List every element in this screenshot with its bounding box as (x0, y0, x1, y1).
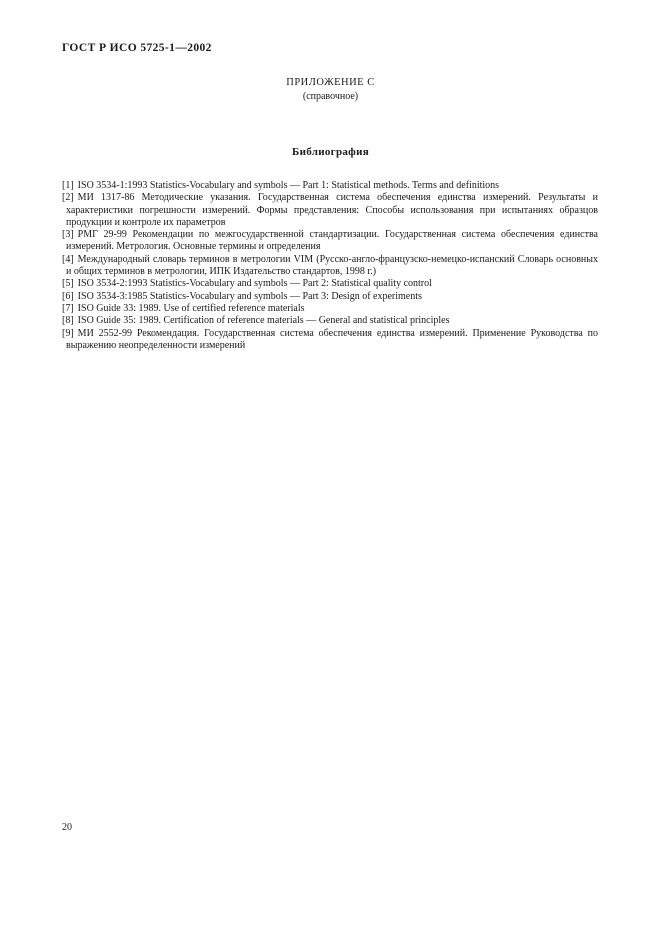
entry-text: РМГ 29-99 Рекомендации по межгосударственной стандартизации. Государственная система обеспечения единства измерений. Метрология. Основные термины и определения (66, 229, 598, 253)
entry-text: ISO Guide 33: 1989. Use of certified reference materials (77, 302, 305, 314)
bibliography-entry (62, 315, 598, 327)
page-number: 20 (62, 822, 72, 833)
entry-text: Международный словарь терминов в метрологии VIM (Русско-англо-французско-немецко-испанский Словарь основных и общих терминов в метрологии, ИПК Издательство стандартов, 1998 г.) (66, 253, 598, 278)
bibliography-entry (62, 303, 598, 315)
bibliography-entry (62, 278, 598, 290)
entry-text: ISO 3534-3:1985 Statistics-Vocabulary and symbols — Part 3: Design of experiments (77, 290, 422, 302)
bibliography-entry (62, 291, 598, 303)
entry-ref: [5] (62, 278, 74, 290)
entry-ref: [9] (62, 327, 74, 339)
entry-ref: [1] (62, 180, 74, 191)
bibliography-entry (62, 254, 598, 279)
entry-ref: [2] (62, 192, 74, 204)
appendix-note: (справочное) (302, 91, 359, 102)
entry-text: МИ 2552-99 Рекомендация. Государственная система обеспечения единства измерений. Применение Руководства по выражению неопределенности измерений (66, 327, 598, 351)
entry-ref: [8] (62, 315, 74, 327)
appendix-title: ПРИЛОЖЕНИЕ С (286, 77, 375, 88)
bibliography-section-title: Библиография (292, 146, 369, 158)
bibliography-list (62, 180, 598, 352)
bibliography-entry (62, 180, 598, 192)
appendix-heading (0, 77, 661, 102)
entry-text: ISO 3534-2:1993 Statistics-Vocabulary and symbols — Part 2: Statistical quality control (77, 278, 432, 290)
entry-text: ISO Guide 35: 1989. Certification of reference materials — General and statistical principles (77, 315, 450, 327)
entry-ref: [6] (62, 290, 74, 302)
entry-ref: [3] (62, 229, 74, 241)
bibliography-entry (62, 229, 598, 254)
bibliography-entry (62, 328, 598, 353)
entry-ref: [7] (62, 302, 74, 314)
entry-ref: [4] (62, 253, 74, 265)
entry-text: МИ 1317-86 Методические указания. Государственная система обеспечения единства измерений. Результаты и характеристики погрешности измерений. Формы представления: Способы использования при испытаниях образцов продукции и контроле их параметров (66, 192, 598, 228)
entry-text: ISO 3534-1:1993 Statistics-Vocabulary and symbols — Part 1: Statistical methods. Terms and definitions (77, 180, 500, 191)
bibliography-entry (62, 192, 598, 229)
document-code-header: ГОСТ Р ИСО 5725-1—2002 (62, 42, 212, 54)
